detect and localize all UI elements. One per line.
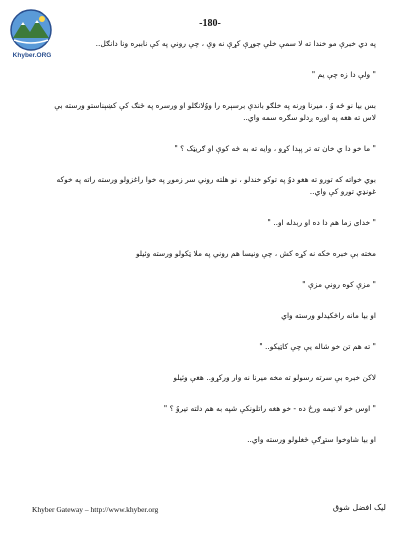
paragraph: او بيا مانه راڅکيدلو ورسته واي	[281, 311, 376, 320]
paragraph: او بيا شاوخوا ستړګې ځغلولو ورسته واي..	[247, 435, 376, 444]
dialogue-line: " ما خو دا ي خان ته تر پېدا کړو ، وايه ته به څه کوې او ګريټک ؟ "	[174, 144, 376, 153]
dialogue-line: " ولې دا زه چې يم "	[311, 70, 376, 79]
dialogue-line: " خداى زما هم دا ده او ربدله او.. "	[267, 218, 376, 227]
dialogue-line: " مزې کوه روني مزې "	[302, 280, 376, 289]
paragraph: بس بيا نو څه وُ ، ميرنا ورنه په خلګو باندې برسېره را ووُلانګلو او ورسره په ځنګ کې کښېناستو ورسته بې لاس ته هغه په اوږه ږدلو سګره سمه واي..	[54, 101, 376, 122]
paragraph: بوي خواته که تورو ته هغو دوُ په توکو خندلو ، نو هلته روني سر زموږ په خوا راغزولو ورسته راته په خوکه غونډي تورو کې واي..	[56, 175, 376, 196]
page-body	[46, 38, 376, 465]
page-number: -180-	[199, 18, 221, 29]
footer-author: ليک افضل شوق	[332, 503, 386, 512]
paragraph: مخته بې خبره خکه نه کړه کش ، چې ونيسا هم روني په ملا ټکولو ورسته وئيلو	[135, 249, 376, 258]
paragraph: لاکن خبره بې سرته رسولو ته مخه ميرنا نه وار ورکړو.. هغې وئيلو	[173, 373, 376, 382]
dialogue-line: " ته هم تن خو شاله يې چې کاټيکو.. "	[259, 342, 376, 351]
logo-caption: Khyber.ORG	[12, 52, 52, 59]
paragraph: په دي خبرې مو خندا ته لا سمې خلې جوړې کړې نه وې ، چې روني په کې ناببره ونا دانګل..	[95, 39, 376, 48]
footer-source: Khyber Gateway – http://www.khyber.org	[32, 505, 159, 514]
dialogue-line: " اوس خو لا تيمه ورځ ده - خو هغه راتلونکې شپه به هم دلته تيروُ ؟ "	[163, 404, 376, 413]
